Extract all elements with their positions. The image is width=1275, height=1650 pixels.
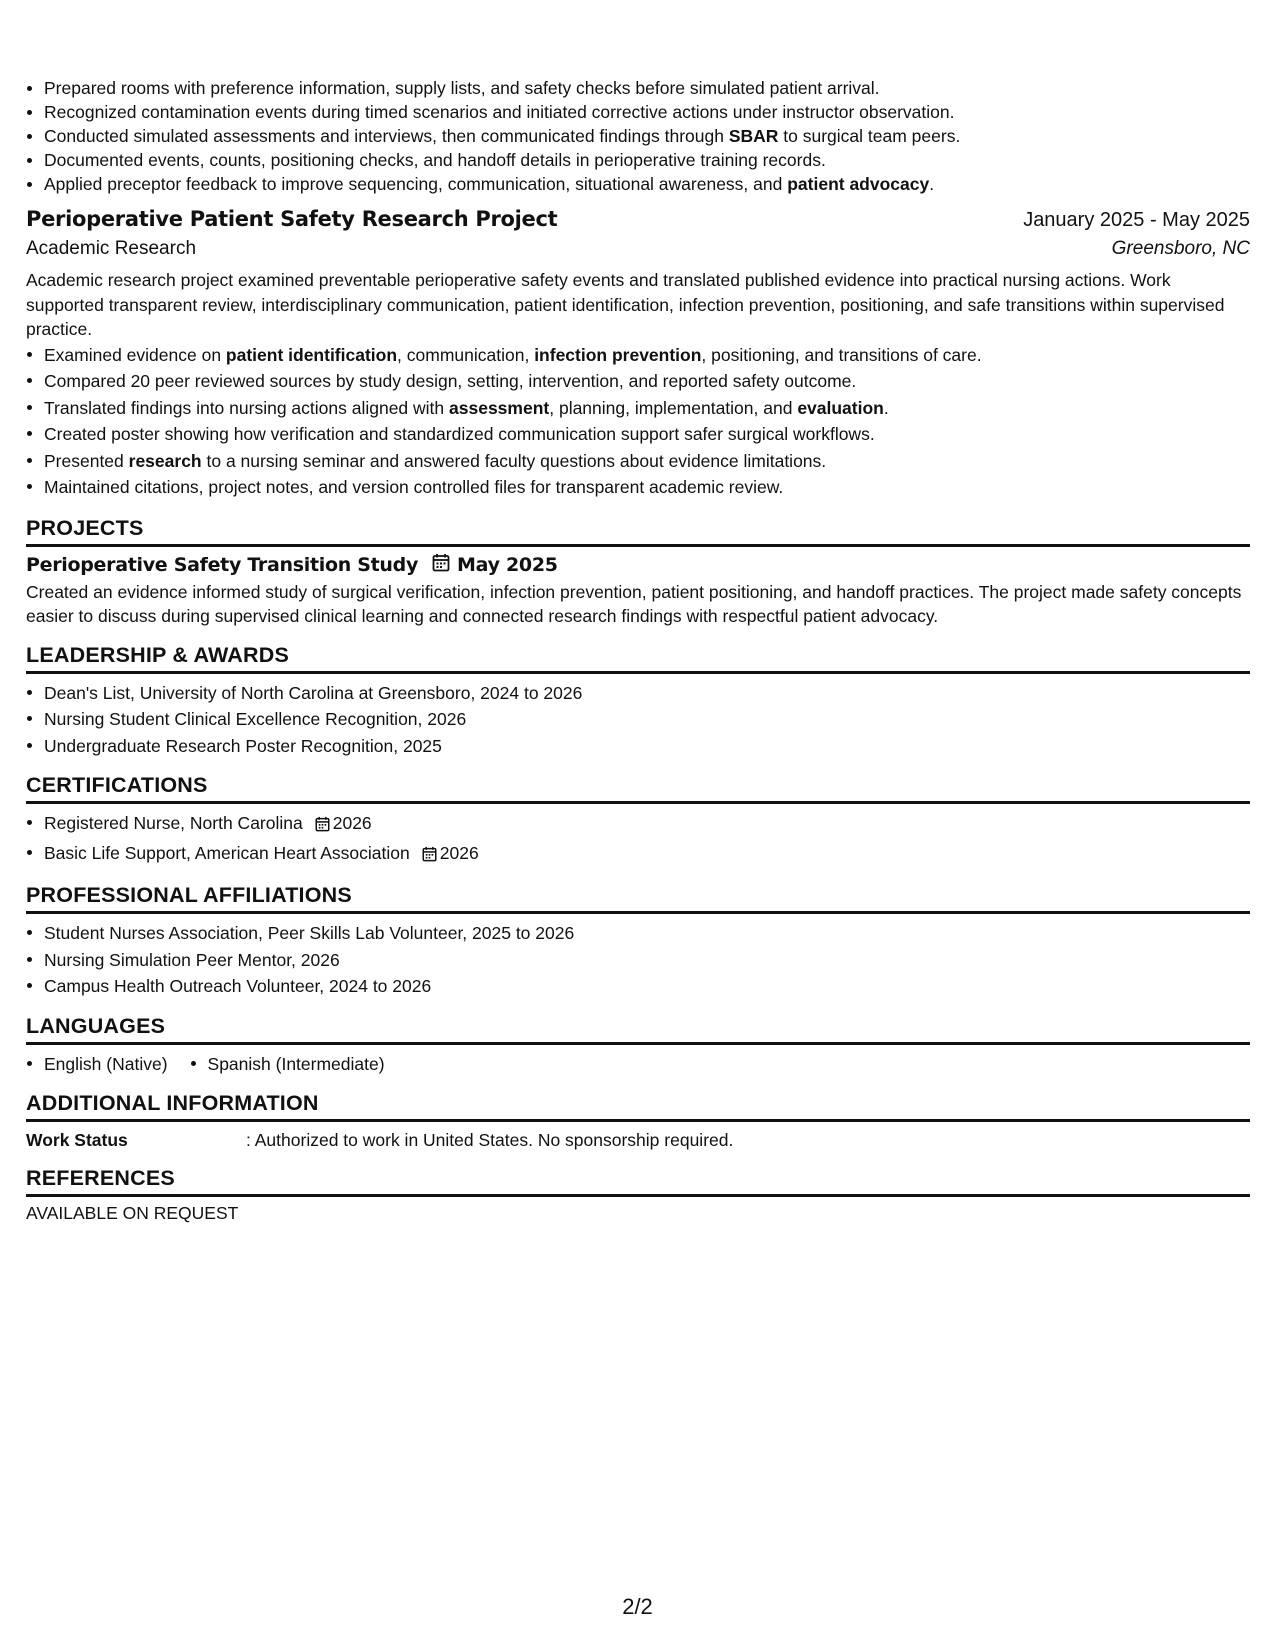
bold-keyword: patient advocacy: [787, 174, 930, 194]
certification-year: 2026: [439, 842, 479, 863]
leadership-list: [26, 680, 1250, 760]
work-status-label: Work Status: [26, 1130, 128, 1150]
list-item: [44, 148, 1250, 172]
bullet-text: to a nursing seminar and answered faculty questions about evidence limitations.: [201, 450, 827, 471]
list-item: [44, 810, 1250, 840]
bullet-text: Compared 20 peer reviewed sources by study design, setting, intervention, and reported safety outcome.: [44, 371, 857, 391]
bullet-text: Presented: [44, 450, 129, 471]
page-number: 2/2: [622, 1594, 653, 1619]
list-item: [44, 124, 1250, 148]
list-item: [44, 342, 1250, 369]
list-item: Campus Health Outreach Volunteer, 2024 to 2026: [44, 973, 1250, 1000]
research-entry: [26, 207, 1250, 501]
list-item: Dean's List, University of North Carolina at Greensboro, 2024 to 2026: [44, 680, 1250, 707]
bullet-text: Documented events, counts, positioning checks, and handoff details in perioperative training records.: [44, 150, 826, 170]
list-item: [44, 172, 1250, 196]
additional-section: [26, 1091, 1250, 1152]
research-header: [26, 207, 1250, 232]
bullet-text: , positioning, and transitions of care.: [701, 344, 982, 365]
certification-year: 2026: [332, 813, 372, 833]
certifications-section: [26, 773, 1250, 869]
leadership-section: [26, 643, 1250, 760]
languages-heading: LANGUAGES: [26, 1014, 1250, 1045]
calendar-icon: [432, 553, 450, 577]
research-bullets: [26, 342, 1250, 501]
certifications-heading: CERTIFICATIONS: [26, 773, 1250, 804]
bullet-text: Created poster showing how verification and standardized communication support safer surgical workflows.: [44, 424, 875, 444]
list-item: Spanish (Intermediate): [208, 1051, 385, 1078]
list-item: [44, 421, 1250, 448]
experience-bullets: [26, 76, 1250, 196]
project-header: [26, 553, 1250, 577]
list-item: Nursing Simulation Peer Mentor, 2026: [44, 947, 1250, 974]
research-summary: Academic research project examined preventable perioperative safety events and translated published evidence into practical nursing actions. Work supported transparent review, interdisciplinary communication, patient identification, infection prevention, positioning, and safe transitions within supervised practice.: [26, 270, 1225, 339]
affiliations-heading: PROFESSIONAL AFFILIATIONS: [26, 883, 1250, 914]
bullet-text: Recognized contamination events during timed scenarios and initiated corrective actions under instructor observation.: [44, 102, 955, 122]
projects-section: [26, 516, 1250, 629]
resume-page: [26, 0, 1250, 1224]
list-item: Student Nurses Association, Peer Skills Lab Volunteer, 2025 to 2026: [44, 920, 1250, 947]
bold-keyword: assessment: [449, 397, 550, 418]
bullet-text: .: [929, 174, 935, 194]
research-title: Perioperative Patient Safety Research Project: [26, 207, 558, 231]
bold-keyword: research: [128, 450, 202, 471]
leadership-heading: LEADERSHIP & AWARDS: [26, 643, 1250, 674]
bullet-text: , planning, implementation, and: [549, 397, 798, 418]
calendar-icon: [315, 813, 330, 840]
calendar-icon: [422, 843, 437, 870]
project-title: Perioperative Safety Transition Study: [26, 553, 419, 576]
references-heading: REFERENCES: [26, 1166, 1250, 1197]
certification-name: Registered Nurse, North Carolina: [44, 813, 303, 833]
list-item: Nursing Student Clinical Excellence Recognition, 2026: [44, 706, 1250, 733]
list-item: [44, 474, 1250, 501]
research-dates: January 2025 - May 2025: [1023, 209, 1250, 231]
work-status-row: [26, 1128, 1250, 1152]
list-item: [44, 840, 1250, 870]
list-item: English (Native): [44, 1051, 168, 1078]
list-item: [44, 368, 1250, 395]
list-item: [44, 448, 1250, 475]
bullet-text: Prepared rooms with preference information, supply lists, and safety checks before simulated patient arrival.: [44, 78, 880, 98]
bullet-text: Applied preceptor feedback to improve sequencing, communication, situational awareness, and: [44, 174, 788, 194]
affiliations-list: [26, 920, 1250, 1000]
certification-name: Basic Life Support, American Heart Association: [44, 842, 410, 863]
bullet-text: , communication,: [397, 344, 535, 365]
bullet-text: Translated findings into nursing actions aligned with: [44, 397, 450, 418]
bullet-text: to surgical team peers.: [778, 126, 961, 146]
additional-heading: ADDITIONAL INFORMATION: [26, 1091, 1250, 1122]
project-description: Created an evidence informed study of surgical verification, infection prevention, patient positioning, and handoff practices. The project made safety concepts easier to discuss during supervised clinical learning and connected research findings with respectful patient advocacy.: [26, 581, 1242, 626]
projects-heading: PROJECTS: [26, 516, 1250, 547]
certifications-list: [26, 810, 1250, 869]
research-location: Greensboro, NC: [1111, 238, 1250, 259]
list-item: [44, 100, 1250, 124]
bullet-text: .: [883, 397, 889, 418]
languages-section: [26, 1014, 1250, 1078]
bold-keyword: infection prevention: [534, 344, 702, 365]
bullet-text: Conducted simulated assessments and interviews, then communicated findings through: [44, 126, 729, 146]
list-item: [44, 395, 1250, 422]
languages-list: [26, 1051, 1250, 1078]
bold-keyword: evaluation: [797, 397, 884, 418]
bullet-text: Examined evidence on: [44, 344, 226, 365]
affiliations-section: [26, 883, 1250, 1000]
research-subheader: [26, 238, 1250, 260]
bold-keyword: patient identification: [225, 344, 398, 365]
project-date: May 2025: [457, 553, 558, 576]
list-item: [44, 76, 1250, 100]
work-status-value: : Authorized to work in United States. No sponsorship required.: [246, 1130, 734, 1150]
research-subtitle: Academic Research: [26, 238, 197, 259]
references-section: [26, 1166, 1250, 1224]
references-text: AVAILABLE ON REQUEST: [26, 1203, 239, 1223]
bullet-text: Maintained citations, project notes, and version controlled files for transparent academic review.: [44, 477, 784, 497]
list-item: Undergraduate Research Poster Recognition, 2025: [44, 733, 1250, 760]
bold-keyword: SBAR: [728, 126, 779, 146]
